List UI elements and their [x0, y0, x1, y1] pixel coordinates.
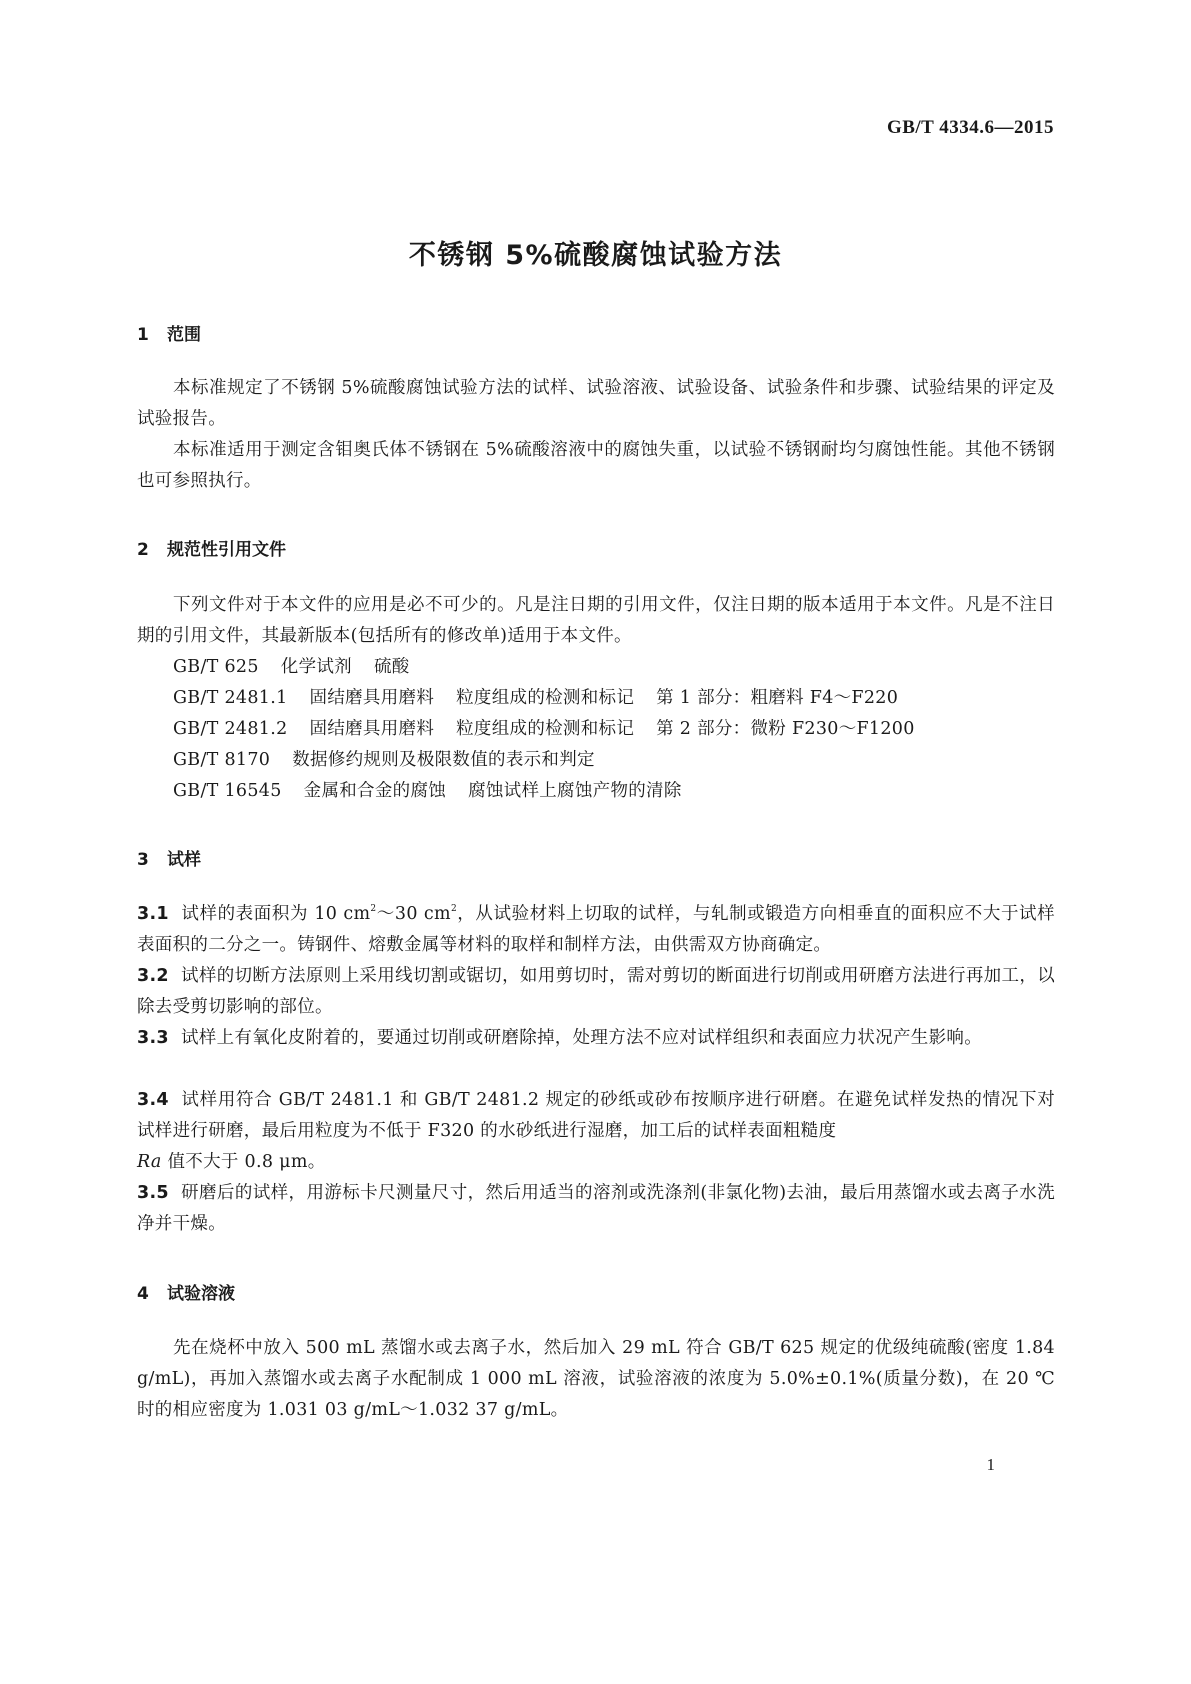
clause-text: 试样上有氧化皮附着的，要通过切削或研磨除掉，处理方法不应对试样组织和表面应力状况产生影响。 [181, 1028, 982, 1048]
clause-number: 3.5 [137, 1183, 169, 1203]
section-heading-normative-references [137, 535, 286, 560]
reference-title-part: 固结磨具用磨料 [309, 719, 435, 739]
reference-item [173, 745, 595, 776]
clause-3-4 [137, 1085, 1055, 1178]
reference-title-part: 第 1 部分：粗磨料 F4～F220 [656, 688, 899, 708]
clause-number: 3.3 [137, 1028, 169, 1048]
clause-number: 3.2 [137, 966, 169, 986]
reference-title-part: 化学试剂 [280, 657, 352, 677]
reference-title-part: 固结磨具用磨料 [309, 688, 435, 708]
clause-text: 值不大于 0.8 μm。 [161, 1152, 326, 1172]
standard-code: GB/T 4334.6—2015 [886, 117, 1054, 138]
section-number: 4 [137, 1284, 149, 1304]
roughness-symbol: Ra [137, 1152, 162, 1172]
references-intro-paragraph: 下列文件对于本文件的应用是必不可少的。凡是注日期的引用文件，仅注日期的版本适用于本文件。凡是不注日期的引用文件，其最新版本(包括所有的修改单)适用于本文件。 [137, 595, 1055, 646]
clause-text: 研磨后的试样，用游标卡尺测量尺寸，然后用适当的溶剂或洗涤剂(非氯化物)去油，最后用蒸馏水或去离子水洗净并干燥。 [137, 1183, 1055, 1234]
reference-item [173, 652, 410, 683]
reference-code: GB/T 2481.2 [173, 719, 288, 739]
clause-text: 试样的切断方法原则上采用线切割或锯切，如用剪切时，需对剪切的断面进行切削或用研磨方法进行再加工，以除去受剪切影响的部位。 [137, 966, 1055, 1017]
superscript: 2 [450, 904, 457, 914]
section-number: 3 [137, 850, 149, 870]
section-title: 规范性引用文件 [167, 540, 286, 560]
section-heading-specimens [137, 845, 201, 870]
reference-code: GB/T 2481.1 [173, 688, 288, 708]
clause-text: ，从试验材料上切取的试样，与轧制或锻造方向相垂直的面积应不大于试样表面积的二分之一。铸钢件、熔敷金属等材料的取样和制样方法，由供需双方协商确定。 [137, 904, 1055, 955]
test-solution-paragraph: 先在烧杯中放入 500 mL 蒸馏水或去离子水，然后加入 29 mL 符合 GB/T 625 规定的优级纯硫酸(密度 1.84 g/mL)，再加入蒸馏水或去离子水配制成 1 000 mL 溶液，试验溶液的浓度为 5.0%±0.1%(质量分数)，在 20 ℃时的相应密度为 1.031 03 g/mL～1.032 37 g/mL。 [137, 1338, 1056, 1420]
section-number: 2 [137, 540, 149, 560]
clause-text: 试样的表面积为 10 cm [181, 904, 371, 924]
scope-paragraph-2: 本标准适用于测定含钼奥氏体不锈钢在 5%硫酸溶液中的腐蚀失重，以试验不锈钢耐均匀腐蚀性能。其他不锈钢也可参照执行。 [137, 440, 1055, 491]
reference-title-part: 第 2 部分：微粉 F230～F1200 [656, 719, 915, 739]
section-heading-test-solution [137, 1279, 235, 1304]
section-heading-scope [137, 320, 201, 345]
reference-title-part: 腐蚀试样上腐蚀产物的清除 [468, 781, 682, 801]
document-title: 不锈钢 5%硫酸腐蚀试验方法 [408, 240, 783, 271]
reference-code: GB/T 625 [173, 657, 259, 677]
scope-paragraph-1: 本标准规定了不锈钢 5%硫酸腐蚀试验方法的试样、试验溶液、试验设备、试验条件和步骤、试验结果的评定及试验报告。 [137, 378, 1055, 429]
section-title: 试验溶液 [167, 1284, 235, 1304]
superscript: 2 [370, 904, 377, 914]
clause-3-5 [137, 1178, 1055, 1240]
clause-text: ～30 cm [376, 904, 451, 924]
reference-title-part: 硫酸 [373, 657, 410, 677]
clause-number: 3.1 [137, 904, 169, 924]
clause-3-2 [137, 961, 1055, 1023]
reference-title-part: 金属和合金的腐蚀 [303, 781, 447, 801]
clause-3-1 [137, 899, 1055, 961]
section-number: 1 [137, 325, 149, 345]
reference-code: GB/T 8170 [173, 750, 271, 770]
section-title: 试样 [167, 850, 201, 870]
reference-item [173, 683, 898, 714]
section-title: 范围 [167, 325, 201, 345]
clause-3-3 [137, 1023, 1055, 1054]
page-number: 1 [986, 1455, 995, 1474]
reference-item [173, 714, 915, 745]
reference-item [173, 776, 682, 807]
reference-title-part: 粒度组成的检测和标记 [456, 688, 635, 708]
clause-number: 3.4 [137, 1090, 169, 1110]
reference-code: GB/T 16545 [173, 781, 282, 801]
clause-text: 试样用符合 GB/T 2481.1 和 GB/T 2481.2 规定的砂纸或砂布按顺序进行研磨。在避免试样发热的情况下对试样进行研磨，最后用粒度为不低于 F320 的水砂纸进行湿磨，加工后的试样表面粗糙度 [137, 1090, 1055, 1141]
reference-title-part: 粒度组成的检测和标记 [456, 719, 635, 739]
reference-title-part: 数据修约规则及极限数值的表示和判定 [292, 750, 595, 770]
